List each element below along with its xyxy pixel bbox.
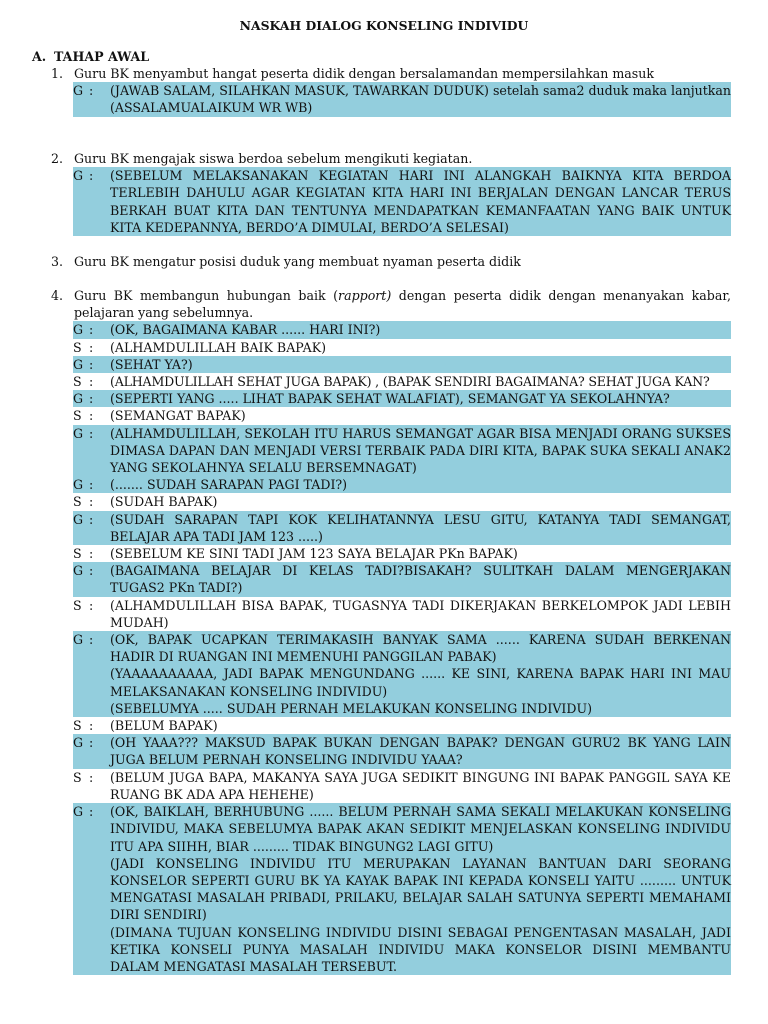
speaker-colon: : [89,718,94,734]
item-4 [0,287,768,975]
dialog-text: (ALHAMDULILLAH SEHAT JUGA BAPAK) , (BAPAK SENDIRI BAGAIMANA? SEHAT JUGA KAN? [110,374,710,390]
dialog-text: (YAAAAAAAAAA, JADI BAPAK MENGUNDANG ...... KE SINI, KARENA BAPAK HARI INI MAU MELAKSANAKAN KONSELING INDIVIDU) [110,666,731,699]
dialog-text: (SUDAH BAPAK) [110,494,218,510]
dialog-line-g [73,425,731,477]
speaker-colon: : [89,546,94,562]
item-text-part: dengan peserta didik dengan menanyakan kabar, pelajaran yang sebelumnya. [74,288,731,321]
dialog-text: (SEBELUMYA ..... SUDAH PERNAH MELAKUKAN KONSELING INDIVIDU) [110,700,593,716]
item-1 [0,65,768,117]
speaker-colon: : [89,494,94,510]
item-text: Guru BK mengatur posisi duduk yang membuat nyaman peserta didik [74,254,521,269]
speaker-label: G [73,632,84,648]
dialog-text: (BELUM BAPAK) [110,718,218,734]
speaker-label: G [73,322,84,338]
dialog-text: (ALHAMDULILLAH, SEKOLAH ITU HARUS SEMANGAT AGAR BISA MENJADI ORANG SUKSES DIMASA DAPAN DAN MENJADI VERSI TERBAIK PADA DIRI KITA, BAPAK SUKA SEKALI ANAK2 YANG SEKOLAHNYA SELALU BERSEMNAGAT) [110,425,731,476]
dialog-line-s [73,493,731,510]
speaker-colon: : [89,356,94,372]
item-heading [0,65,768,82]
dialog-text: (ASSALAMUALAIKUM WR WB) [110,100,313,116]
dialog-line-g [73,803,731,975]
speaker-label: S [73,374,82,390]
dialog-line-g [73,390,731,407]
speaker-colon: : [89,83,94,99]
dialog-text: (DIMANA TUJUAN KONSELING INDIVIDU DISINI SEBAGAI PENGENTASAN MASALAH, JADI KETIKA KONSELI PUNYA MASALAH INDIVIDU MAKA KONSELOR DISINI MEMBANTU DALAM MENGATASI MASALAH TERSEBUT. [110,924,731,974]
dialog-line-s [73,769,731,803]
dialog-line-s [73,597,731,631]
dialog-line-s [73,373,731,390]
item-text [74,287,731,321]
speaker-label: S [73,718,82,734]
dialog-line-g [73,734,731,768]
speaker-label: G [73,83,84,99]
item-text: Guru BK mengajak siswa berdoa sebelum mengikuti kegiatan. [74,151,473,166]
dialog-text: (JADI KONSELING INDIVIDU ITU MERUPAKAN LAYANAN BANTUAN DARI SEORANG KONSELOR SEPERTI GURU BK YA KAYAK BAPAK INI KEPADA KONSELI YAITU ......... UNTUK MENGATASI MASALAH PRIBADI, PRILAKU, BELAJAR SALAH SATUNYA SEPERTI MEMAHAMI DIRI SENDIRI) [110,855,731,923]
speaker-label: S [73,408,82,424]
dialog-text: (OK, BAIKLAH, BERHUBUNG ...... BELUM PERNAH SAMA SEKALI MELAKUKAN KONSELING INDIVIDU, MAKA SEBELUMYA BAPAK AKAN SEDIKIT MENJELASKAN KONSELING INDIVIDU ITU APA SIIHH, BIAR ......... TIDAK BINGUNG2 LAGI GITU) [110,804,731,854]
dialog-line-s [73,545,731,562]
speaker-colon: : [89,391,94,407]
dialog-text: (ALHAMDULILLAH BISA BAPAK, TUGASNYA TADI DIKERJAKAN BERKELOMPOK JADI LEBIH MUDAH) [110,597,731,630]
speaker-colon: : [89,735,94,751]
item-number: 4. [51,288,64,303]
speaker-colon: : [89,563,94,579]
dialog-line-g [73,511,731,545]
dialog-text: (OH YAAA??? MAKSUD BAPAK BUKAN DENGAN BAPAK? DENGAN GURU2 BK YANG LAIN JUGA BELUM PERNAH KONSELING INDIVIDU YAAA? [110,735,731,768]
speaker-label: G [73,356,84,372]
dialog-text: (SEPERTI YANG ..... LIHAT BAPAK SEHAT WALAFIAT), SEMANGAT YA SEKOLAHNYA? [110,391,670,407]
speaker-label: G [73,168,84,184]
dialog-text: (ALHAMDULILLAH BAIK BAPAK) [110,339,327,355]
dialog-text: (SUDAH SARAPAN TAPI KOK KELIHATANNYA LESU GITU, KATANYA TADI SEMANGAT, BELAJAR APA TADI JAM 123 .....) [110,511,731,544]
speaker-colon: : [89,322,94,338]
dialog-line-s [73,717,731,734]
item-text: Guru BK menyambut hangat peserta didik dengan bersalamandan mempersilahkan masuk [74,66,654,81]
speaker-colon: : [89,477,94,493]
section-number: A. [32,49,47,64]
item-number: 2. [51,151,64,166]
item-heading [0,150,768,167]
speaker-label: S [73,339,82,355]
dialog-text: (SEHAT YA?) [110,356,193,372]
item-3 [0,253,768,270]
speaker-label: G [73,563,84,579]
item-text-italic: rapport) [338,288,392,303]
speaker-colon: : [89,632,94,648]
speaker-colon: : [89,511,94,527]
dialog-line-s [73,339,731,356]
section-heading [32,48,149,65]
section-label: TAHAP AWAL [54,49,150,64]
dialog-text: (....... SUDAH SARAPAN PAGI TADI?) [110,477,348,493]
speaker-label: S [73,597,82,613]
dialog-text: (JAWAB SALAM, SILAHKAN MASUK, TAWARKAN DUDUK) setelah sama2 duduk maka lanjutkan [110,83,732,99]
dialog-text: (BAGAIMANA BELAJAR DI KELAS TADI?BISAKAH? SULITKAH DALAM MENGERJAKAN TUGAS2 PKn TADI?) [110,563,731,596]
dialog-line-g [73,167,731,236]
item-heading [0,253,768,270]
dialog-line-g [73,631,731,717]
item-number: 3. [51,254,64,269]
dialog-text: (OK, BAGAIMANA KABAR ...... HARI INI?) [110,322,381,338]
speaker-label: G [73,425,84,441]
dialog-line-g [73,562,731,596]
speaker-label: S [73,769,82,785]
dialog-line-g [73,82,731,116]
speaker-colon: : [89,597,94,613]
speaker-colon: : [89,168,94,184]
dialog-text: (SEBELUM KE SINI TADI JAM 123 SAYA BELAJAR PKn BAPAK) [110,546,518,562]
speaker-colon: : [89,804,94,820]
speaker-label: G [73,735,84,751]
speaker-label: G [73,391,84,407]
document-title: NASKAH DIALOG KONSELING INDIVIDU [239,18,529,33]
dialog-line-g [73,321,731,338]
speaker-colon: : [89,425,94,441]
speaker-colon: : [89,408,94,424]
speaker-label: G [73,477,84,493]
dialog-text: (SEBELUM MELAKSANAKAN KEGIATAN HARI INI ALANGKAH BAIKNYA KITA BERDOA TERLEBIH DAHULU AGAR KEGIATAN KITA HARI INI BERJALAN DENGAN LANCAR TERUS BERKAH BUAT KITA DAN TENTUNYA MENDAPATKAN KEMANFAATAN YANG BAIK UNTUK KITA KEDEPANNYA, BERDO’A DIMULAI, BERDO’A SELESAI) [110,168,731,235]
speaker-label: S [73,494,82,510]
dialog-text: (OK, BAPAK UCAPKAN TERIMAKASIH BANYAK SAMA ...... KARENA SUDAH BERKENAN HADIR DI RUANGAN INI MEMENUHI PANGGILAN PABAK) [110,632,731,665]
speaker-label: G [73,511,84,527]
item-heading [0,287,768,321]
dialog-line-g [73,476,731,493]
item-number: 1. [51,66,64,81]
speaker-colon: : [89,769,94,785]
speaker-label: G [73,804,84,820]
item-text-part: Guru BK membangun hubungan baik ( [74,288,339,303]
speaker-colon: : [89,339,94,355]
speaker-label: S [73,546,82,562]
dialog-text: (BELUM JUGA BAPA, MAKANYA SAYA JUGA SEDIKIT BINGUNG INI BAPAK PANGGIL SAYA KE RUANG BK ADA APA HEHEHE) [110,769,731,802]
dialog-text: (SEMANGAT BAPAK) [110,408,246,424]
dialog-line-s [73,407,731,424]
speaker-colon: : [89,374,94,390]
item-2 [0,150,768,236]
dialog-line-g [73,356,731,373]
